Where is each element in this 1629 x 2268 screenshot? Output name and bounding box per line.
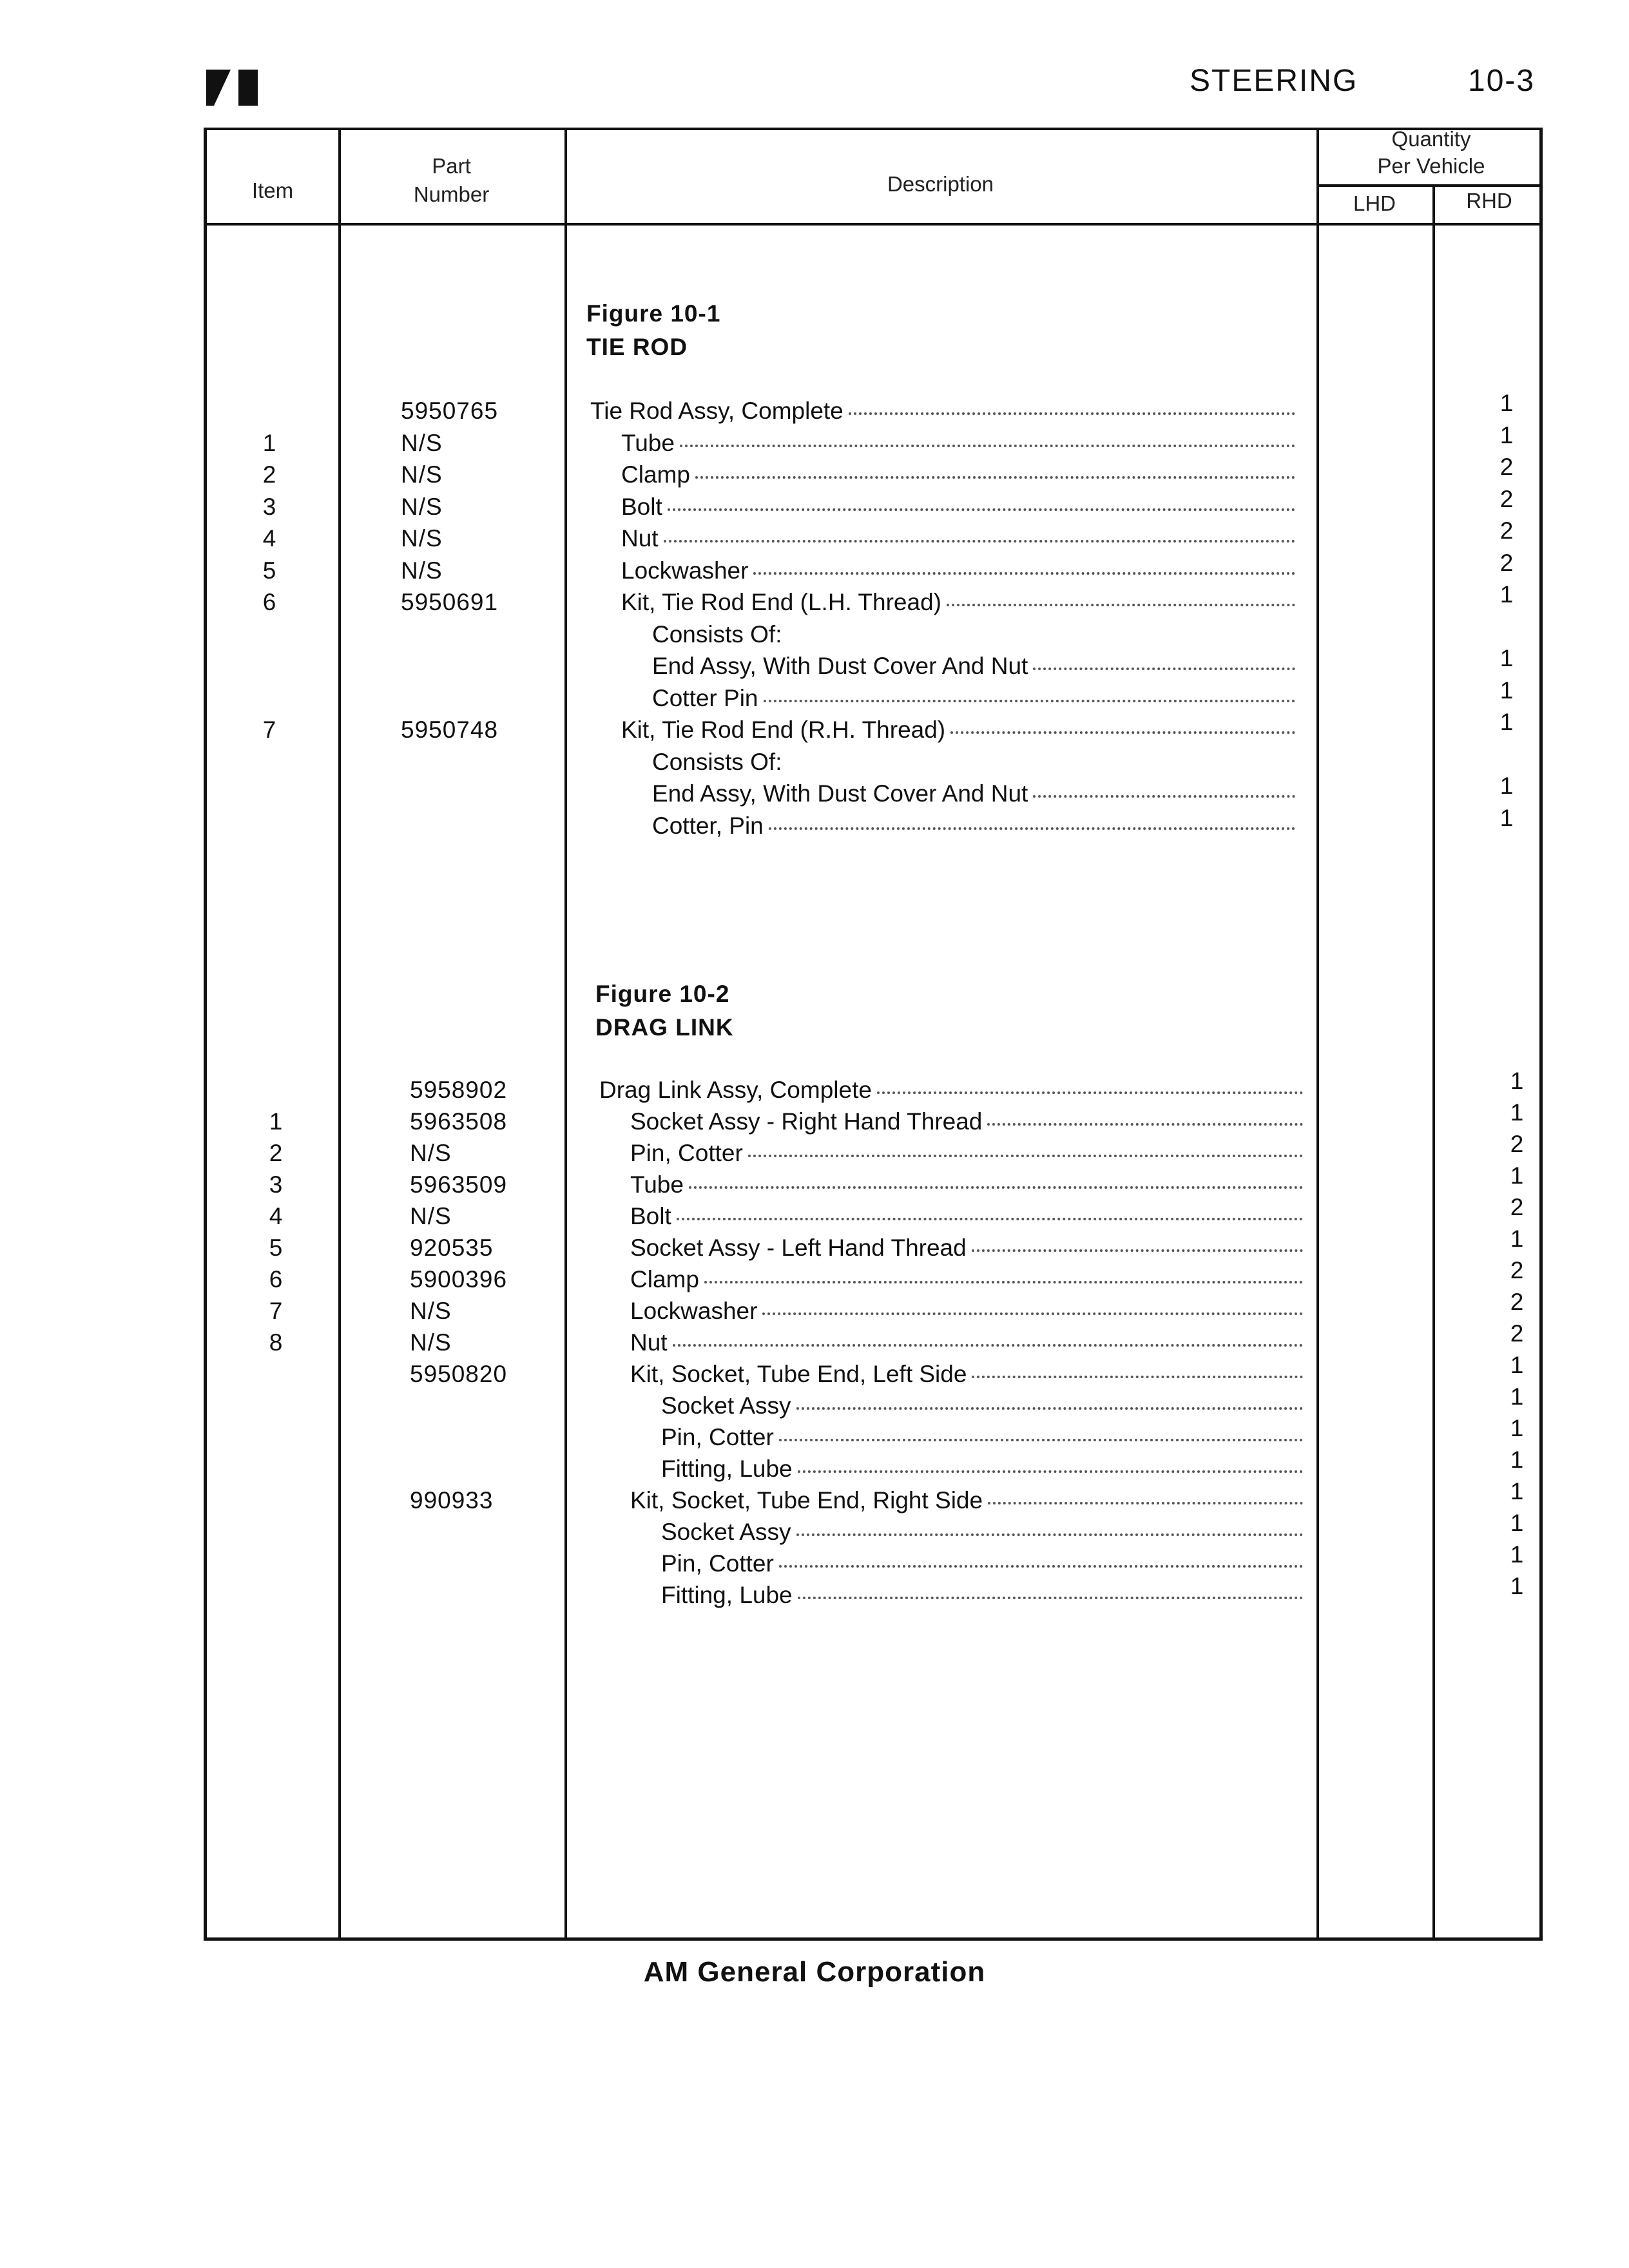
dot-leader [677, 1218, 1303, 1220]
description [630, 1296, 1303, 1327]
part-number: N/S [410, 1298, 452, 1324]
description [661, 1390, 1303, 1421]
description-text: Consists Of: [652, 748, 782, 775]
header-part-line1: Part [432, 154, 471, 178]
description [661, 1580, 1303, 1611]
figure-title: TIE ROD [586, 334, 688, 360]
description-text: Lockwasher [630, 1298, 758, 1324]
quantity: 1 [1499, 709, 1514, 735]
description [621, 715, 1295, 745]
quantity: 1 [1510, 1099, 1524, 1126]
header-item: Item [251, 178, 294, 202]
description-text: Lockwasher [621, 557, 749, 584]
quantity: 1 [1499, 677, 1514, 704]
dot-leader [1033, 668, 1295, 670]
description-text: Bolt [630, 1203, 671, 1229]
description-text: Consists Of: [652, 620, 782, 648]
part-number: N/S [401, 461, 443, 488]
part-number: 5950748 [401, 716, 499, 743]
column-divider [1316, 130, 1319, 1937]
quantity: 2 [1499, 485, 1514, 512]
header-lhd: LHD [1353, 191, 1396, 215]
dot-leader [877, 1091, 1303, 1094]
description-text: Cotter, Pin [652, 812, 764, 839]
dot-leader [764, 700, 1295, 702]
description-text: Bolt [621, 493, 662, 520]
quantity: 1 [1510, 1573, 1524, 1599]
dot-leader [987, 1123, 1303, 1126]
part-number: N/S [410, 1140, 452, 1166]
description [630, 1264, 1303, 1295]
quantity: 2 [1510, 1257, 1524, 1283]
quantity: 1 [1499, 804, 1514, 831]
header-rhd: RHD [1466, 189, 1512, 213]
dot-leader [664, 540, 1295, 543]
description-text: Clamp [621, 461, 690, 488]
column-divider [338, 130, 341, 1937]
description-text: End Assy, With Dust Cover And Nut [652, 780, 1028, 807]
description [652, 778, 1295, 809]
dot-leader [950, 731, 1295, 734]
description [621, 587, 1295, 618]
description-text: Socket Assy - Left Hand Thread [630, 1235, 967, 1261]
figure-label: Figure 10-1 [586, 300, 721, 327]
description-text: Kit, Tie Rod End (L.H. Thread) [621, 589, 941, 615]
dot-leader [779, 1439, 1303, 1441]
quantity: 2 [1499, 517, 1514, 544]
item-number: 3 [262, 493, 276, 520]
description [630, 1201, 1303, 1232]
part-number: N/S [401, 557, 443, 584]
dot-leader [988, 1502, 1303, 1504]
description-text: Tube [630, 1171, 684, 1198]
part-number: 920535 [410, 1235, 494, 1261]
quantity: 2 [1499, 454, 1514, 480]
part-number: N/S [410, 1329, 452, 1356]
description-text: Nut [621, 525, 659, 552]
description-text: Tie Rod Assy, Complete [590, 398, 843, 424]
publisher-logo [206, 68, 265, 107]
description [621, 428, 1295, 459]
dot-leader [680, 445, 1295, 447]
page-number: 10-3 [1468, 64, 1536, 98]
figure-label: Figure 10-2 [595, 981, 730, 1007]
description-text: Kit, Tie Rod End (R.H. Thread) [621, 716, 946, 743]
dot-leader [753, 572, 1295, 575]
quantity: 1 [1510, 1478, 1524, 1504]
header-quantity-line2: Per Vehicle [1377, 154, 1485, 178]
part-number: N/S [401, 525, 443, 552]
part-number: N/S [401, 429, 443, 456]
item-number: 4 [269, 1203, 283, 1229]
description-text: Drag Link Assy, Complete [599, 1077, 872, 1103]
figure-title: DRAG LINK [595, 1014, 734, 1041]
item-number: 5 [269, 1235, 283, 1261]
quantity: 2 [1510, 1320, 1524, 1347]
description-text: Cotter Pin [652, 684, 758, 711]
part-number: 5900396 [410, 1266, 508, 1293]
description [630, 1359, 1303, 1390]
dot-leader [798, 1597, 1303, 1599]
quantity: 2 [1510, 1289, 1524, 1315]
dot-leader [972, 1376, 1303, 1378]
dot-leader [673, 1344, 1303, 1347]
dot-leader [796, 1407, 1303, 1410]
description [630, 1485, 1303, 1516]
description-text: Kit, Socket, Tube End, Right Side [630, 1487, 983, 1514]
description [599, 1075, 1303, 1106]
dot-leader [689, 1186, 1303, 1189]
description [630, 1327, 1303, 1358]
dot-leader [1033, 795, 1295, 798]
dot-leader [769, 827, 1295, 830]
quantity: 1 [1510, 1541, 1524, 1568]
item-number: 1 [269, 1108, 283, 1135]
part-number: N/S [401, 493, 443, 520]
description [630, 1233, 1303, 1264]
item-number: 8 [269, 1329, 283, 1356]
quantity: 2 [1510, 1194, 1524, 1220]
description [652, 811, 1295, 841]
dot-leader [972, 1249, 1303, 1252]
quantity: 1 [1510, 1225, 1524, 1252]
quantity: 1 [1499, 421, 1514, 448]
part-number: 5963509 [410, 1171, 508, 1198]
description-text: Pin, Cotter [661, 1550, 774, 1577]
description [652, 683, 1295, 714]
item-number: 3 [269, 1171, 283, 1198]
description-text: Kit, Socket, Tube End, Left Side [630, 1361, 967, 1387]
description-text: Pin, Cotter [661, 1424, 774, 1450]
description-text: Tube [621, 429, 675, 456]
dot-leader [762, 1312, 1303, 1315]
description-text: Fitting, Lube [661, 1582, 793, 1608]
description [661, 1422, 1303, 1453]
description-text: Pin, Cotter [630, 1140, 743, 1166]
part-number: N/S [410, 1203, 452, 1229]
item-number: 7 [269, 1298, 283, 1324]
dot-leader [947, 604, 1295, 606]
quantity: 2 [1499, 549, 1514, 576]
dot-leader [798, 1470, 1303, 1473]
quantity: 1 [1510, 1162, 1524, 1189]
description [661, 1454, 1303, 1485]
description [652, 651, 1295, 682]
description [630, 1106, 1303, 1137]
description [630, 1169, 1303, 1200]
part-number: 5950765 [401, 398, 499, 424]
part-number: 990933 [410, 1487, 494, 1514]
header-part-line2: Number [413, 182, 490, 206]
part-number: 5950820 [410, 1361, 508, 1387]
item-number: 6 [269, 1266, 283, 1293]
section-title: STEERING [1190, 64, 1358, 98]
description [621, 523, 1295, 554]
quantity: 1 [1499, 645, 1514, 671]
quantity: 2 [1510, 1131, 1524, 1157]
quantity: 1 [1510, 1510, 1524, 1536]
part-number: 5958902 [410, 1077, 508, 1103]
item-number: 6 [262, 589, 276, 615]
part-number: 5963508 [410, 1108, 508, 1135]
description [661, 1548, 1303, 1579]
item-number: 5 [262, 557, 276, 584]
dot-leader [695, 476, 1295, 479]
description-text: End Assy, With Dust Cover And Nut [652, 653, 1028, 679]
item-number: 2 [269, 1140, 283, 1166]
description-text: Socket Assy [661, 1519, 791, 1545]
item-number: 4 [262, 525, 276, 552]
description-text: Nut [630, 1329, 668, 1356]
quantity: 1 [1499, 773, 1514, 799]
description [630, 1138, 1303, 1169]
quantity: 1 [1510, 1383, 1524, 1410]
description [621, 555, 1295, 586]
description-text: Socket Assy - Right Hand Thread [630, 1108, 983, 1135]
quantity: 1 [1510, 1415, 1524, 1441]
item-number: 7 [262, 716, 276, 743]
description [652, 747, 1295, 778]
dot-leader [779, 1565, 1303, 1568]
footer-publisher: AM General Corporation [643, 1956, 986, 1988]
header-quantity-line1: Quantity [1391, 127, 1471, 151]
part-number: 5950691 [401, 589, 499, 615]
dot-leader [849, 412, 1295, 415]
item-number: 2 [262, 461, 276, 488]
header-description: Description [887, 172, 994, 196]
description [621, 459, 1295, 490]
quantity: 1 [1499, 390, 1514, 416]
description-text: Clamp [630, 1266, 699, 1293]
dot-leader [668, 508, 1295, 511]
dot-leader [748, 1155, 1303, 1157]
description-text: Fitting, Lube [661, 1456, 793, 1482]
description [652, 619, 1295, 650]
quantity: 1 [1510, 1446, 1524, 1473]
dot-leader [796, 1533, 1303, 1536]
description [621, 492, 1295, 523]
description-text: Socket Assy [661, 1392, 791, 1419]
quantity: 1 [1510, 1352, 1524, 1378]
dot-leader [704, 1281, 1303, 1283]
quantity: 1 [1510, 1068, 1524, 1094]
description [590, 396, 1295, 427]
quantity: 1 [1499, 581, 1514, 608]
header-divider [207, 223, 1539, 226]
description [661, 1517, 1303, 1548]
item-number: 1 [262, 429, 276, 456]
